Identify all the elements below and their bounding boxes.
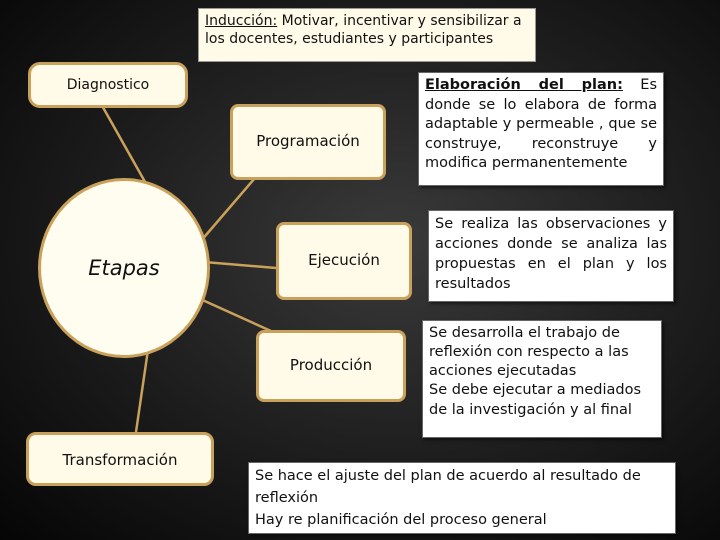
produccion-label: Producción [289,356,373,375]
ejecucion-label: Ejecución [308,251,380,270]
connector-programacion [200,178,255,242]
etapas-node[interactable] [38,178,210,358]
induccion-title: Inducción: [205,13,278,29]
transformacion-node[interactable] [26,432,214,486]
produccion-description-line2: Se debe ejecutar a mediados de la investigación y al final [429,382,642,418]
transformacion-description-line2: Hay re planificación del proceso general [255,511,547,528]
produccion-description-line1: Se desarrolla el trabajo de reflexión con respecto a las acciones ejecutadas [429,325,629,380]
connector-ejecucion [204,262,276,268]
elaboracion-text: Es donde se lo elabora de forma adaptable y permeable , que se construye, reconstruye y modifica permanentemente [425,77,657,172]
etapas-label: Etapas [88,256,160,280]
programacion-node[interactable] [230,104,386,180]
induccion-box [198,8,536,62]
transformacion-description [248,462,676,534]
elaboracion-description [418,72,664,186]
produccion-description [422,320,662,438]
diagnostico-node[interactable] [28,62,188,108]
programacion-label: Programación [256,132,360,151]
induccion-text: Motivar, incentivar y sensibilizar a los docentes, estudiantes y participantes [205,13,522,48]
ejecucion-description-text: Se realiza las observaciones y acciones donde se analiza las propuestas en el plan y los resultados [435,216,667,292]
diagnostico-label: Diagnostico [66,76,150,93]
elaboracion-title: Elaboración del plan: [425,77,623,93]
ejecucion-node[interactable] [276,222,412,300]
ejecucion-description [428,210,674,302]
transformacion-description-line1: Se hace el ajuste del plan de acuerdo al resultado de reflexión [255,468,641,506]
transformacion-label: Transformación [62,451,178,469]
produccion-node[interactable] [256,330,406,402]
